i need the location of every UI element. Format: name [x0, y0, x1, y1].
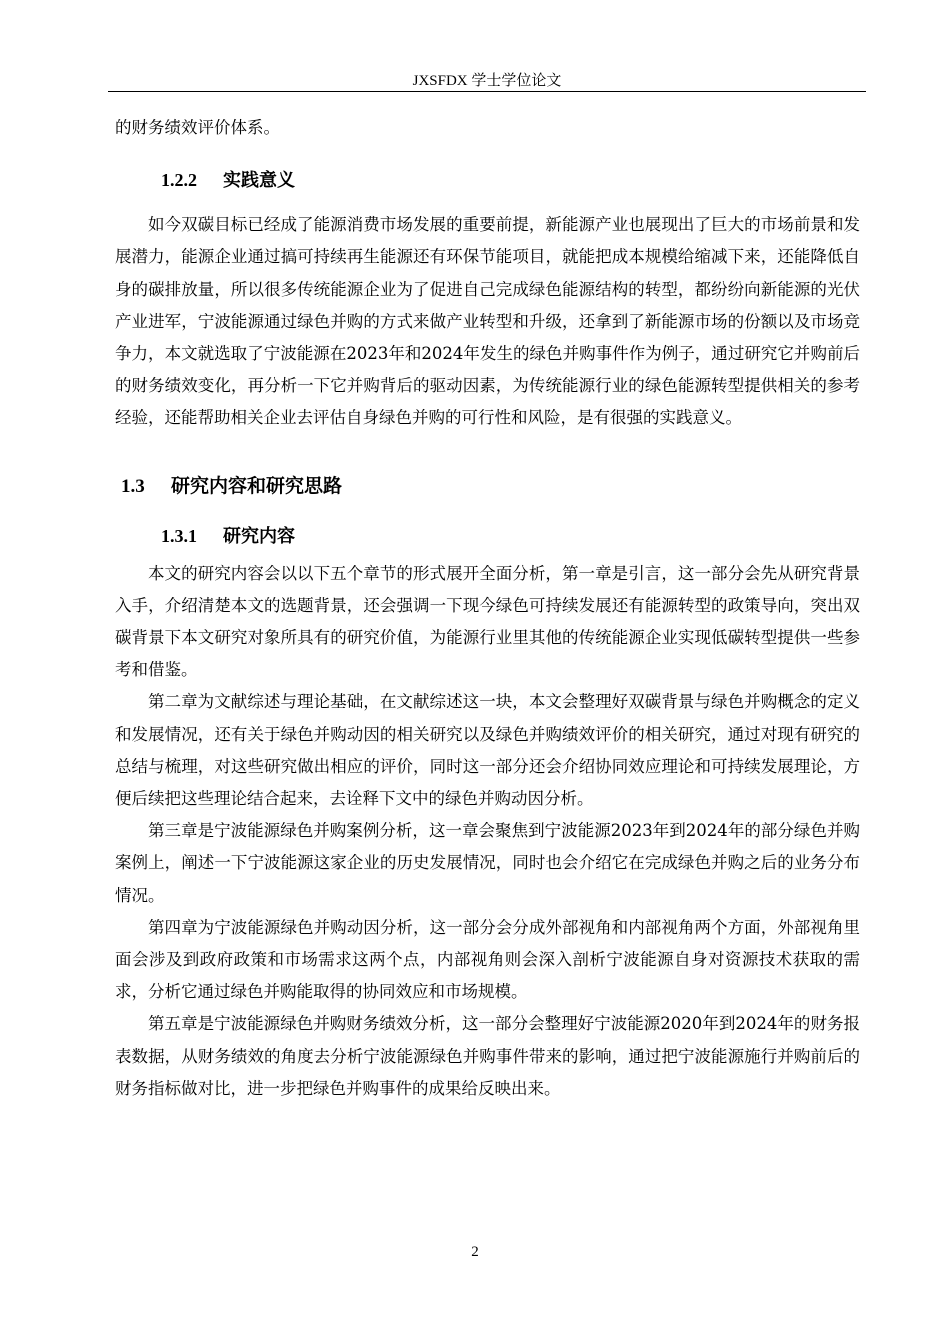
- research-content-paragraph-3: 第三章是宁波能源绿色并购案例分析，这一章会聚焦到宁波能源2023年到2024年的部分绿色并购案例上，阐述一下宁波能源这家企业的历史发展情况，同时也会介绍它在完成绿色并购之后的业务分布情况。: [115, 821, 860, 905]
- page-header: JXSFDX 学士学位论文: [412, 73, 562, 89]
- spacer: [115, 435, 860, 473]
- heading-1-3: [115, 473, 860, 500]
- research-content-paragraph-2: 第二章为文献综述与理论基础，在文献综述这一块，本文会整理好双碳背景与绿色并购概念的定义和发展情况，还有关于绿色并购动因的相关研究以及绿色并购绩效评价的相关研究，通过对现有研究的总结与梳理，对这些研究做出相应的评价，同时这一部分还会介绍协同效应理论和可持续发展理论，方便后续把这些理论结合起来，去诠释下文中的绿色并购动因分析。: [115, 692, 860, 809]
- research-content-paragraph-1: 本文的研究内容会以以下五个章节的形式展开全面分析，第一章是引言，这一部分会先从研究背景入手，介绍清楚本文的选题背景，还会强调一下现今绿色可持续发展还有能源转型的政策导向，突出双碳背景下本文研究对象所具有的研究价值，为能源行业里其他的传统能源企业实现低碳转型提供一些参考和借鉴。: [115, 563, 860, 680]
- spacer: [115, 193, 860, 209]
- continued-paragraph: 的财务绩效评价体系。: [115, 118, 280, 137]
- heading-1-2-2: [115, 168, 860, 193]
- heading-number: 1.3.1: [161, 525, 197, 546]
- heading-title: 研究内容和研究思路: [171, 474, 343, 497]
- heading-1-3-1: [115, 524, 860, 549]
- spacer: [115, 144, 860, 168]
- research-content-paragraph-5: 第五章是宁波能源绿色并购财务绩效分析，这一部分会整理好宁波能源2020年到2024年的财务报表数据，从财务绩效的角度去分析宁波能源绿色并购事件带来的影响，通过把宁波能源施行并购前后的财务指标做对比，进一步把绿色并购事件的成果给反映出来。: [115, 1014, 860, 1098]
- heading-number: 1.2.2: [161, 170, 197, 191]
- heading-number: 1.3: [121, 475, 145, 497]
- research-content-paragraph-4: 第四章为宁波能源绿色并购动因分析，这一部分会分成外部视角和内部视角两个方面，外部视角里面会涉及到政府政策和市场需求这两个点，内部视角则会深入剖析宁波能源自身对资源技术获取的需求，分析它通过绿色并购能取得的协同效应和市场规模。: [115, 917, 860, 1002]
- page-number: 2: [471, 1244, 479, 1260]
- spacer: [115, 549, 860, 558]
- practical-significance-paragraph: 如今双碳目标已经成了能源消费市场发展的重要前提，新能源产业也展现出了巨大的市场前景和发展潜力，能源企业通过搞可持续再生能源还有环保节能项目，就能把成本规模给缩减下来，还能降低自身的碳排放量，所以很多传统能源企业为了促进自己完成绿色能源结构的转型，都纷纷向新能源的光伏产业进军，宁波能源通过绿色并购的方式来做产业转型和升级，还拿到了新能源市场的份额以及市场竞争力，本文就选取了宁波能源在2023年和2024年发生的绿色并购事件作为例子，通过研究它并购前后的财务绩效变化，再分析一下它并购背后的驱动因素，为传统能源行业的绿色能源转型提供相关的参考经验，还能帮助相关企业去评估自身绿色并购的可行性和风险，是有很强的实践意义。: [115, 215, 860, 428]
- spacer: [115, 500, 860, 524]
- heading-title: 研究内容: [223, 525, 295, 547]
- header-divider: [108, 91, 866, 92]
- heading-title: 实践意义: [223, 170, 295, 192]
- document-body: [115, 112, 860, 1105]
